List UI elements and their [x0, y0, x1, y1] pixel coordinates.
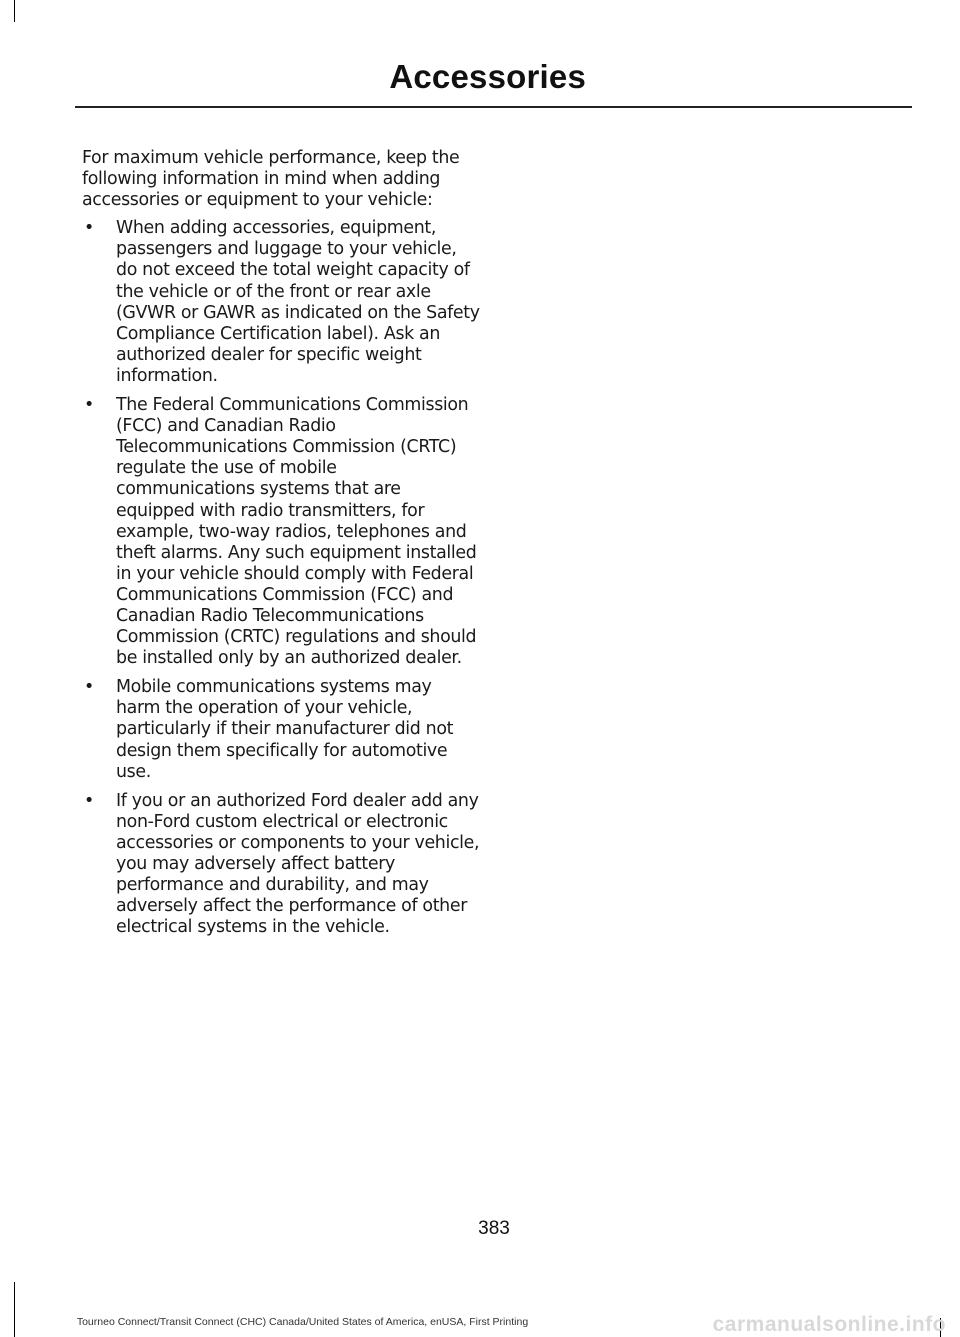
edition-footer: Tourneo Connect/Transit Connect (CHC) Canada/United States of America, enUSA, First Printing	[76, 1316, 529, 1328]
header-divider	[75, 106, 912, 108]
bullet-text: If you or an authorized Ford dealer add any non-Ford custom electrical or electronic accessories or components to your vehicle, you may adversely affect battery performance and durability, and may adversely affect the performance of other electrical systems in the vehicle.	[116, 790, 480, 938]
crop-mark-top-left-vertical	[14, 0, 15, 22]
intro-paragraph: For maximum vehicle performance, keep the following information in mind when adding accessories or equipment to your vehicle:	[82, 148, 460, 211]
list-item	[82, 218, 480, 387]
page-number: 383	[478, 1218, 510, 1239]
list-item	[82, 677, 480, 782]
bullet-icon: •	[84, 395, 94, 416]
list-item	[82, 791, 480, 939]
bullet-text: When adding accessories, equipment, passengers and luggage to your vehicle, do not exceed the total weight capacity of the vehicle or of the front or rear axle (GVWR or GAWR as indicated on the Safety Compliance Certification label). Ask an authorized dealer for specific weight information.	[116, 218, 480, 386]
site-watermark[interactable]: carmanualsonline.info	[712, 1313, 946, 1336]
bullet-icon: •	[84, 677, 94, 698]
bullet-text: Mobile communications systems may harm the operation of your vehicle, particularly if their manufacturer did not design them specifically for automotive use.	[116, 677, 454, 782]
page-title: Accessories	[389, 58, 586, 95]
bullet-icon: •	[84, 790, 94, 811]
bullet-text: The Federal Communications Commission (FCC) and Canadian Radio Telecommunications Commission (CRTC) regulate the use of mobile communications systems that are equipped with radio transmitters, for example, two-way radios, telephones and theft alarms. Any such equipment installed in your vehicle should comply with Federal Communications Commission (FCC) and Canadian Radio Telecommunications Commission (CRTC) regulations and should be installed only by an authorized dealer.	[116, 395, 477, 669]
list-item	[82, 395, 480, 669]
bullet-list	[82, 218, 480, 938]
page-content	[82, 148, 480, 946]
crop-mark-bottom-left-vertical	[14, 1282, 15, 1337]
bullet-icon: •	[84, 218, 94, 239]
